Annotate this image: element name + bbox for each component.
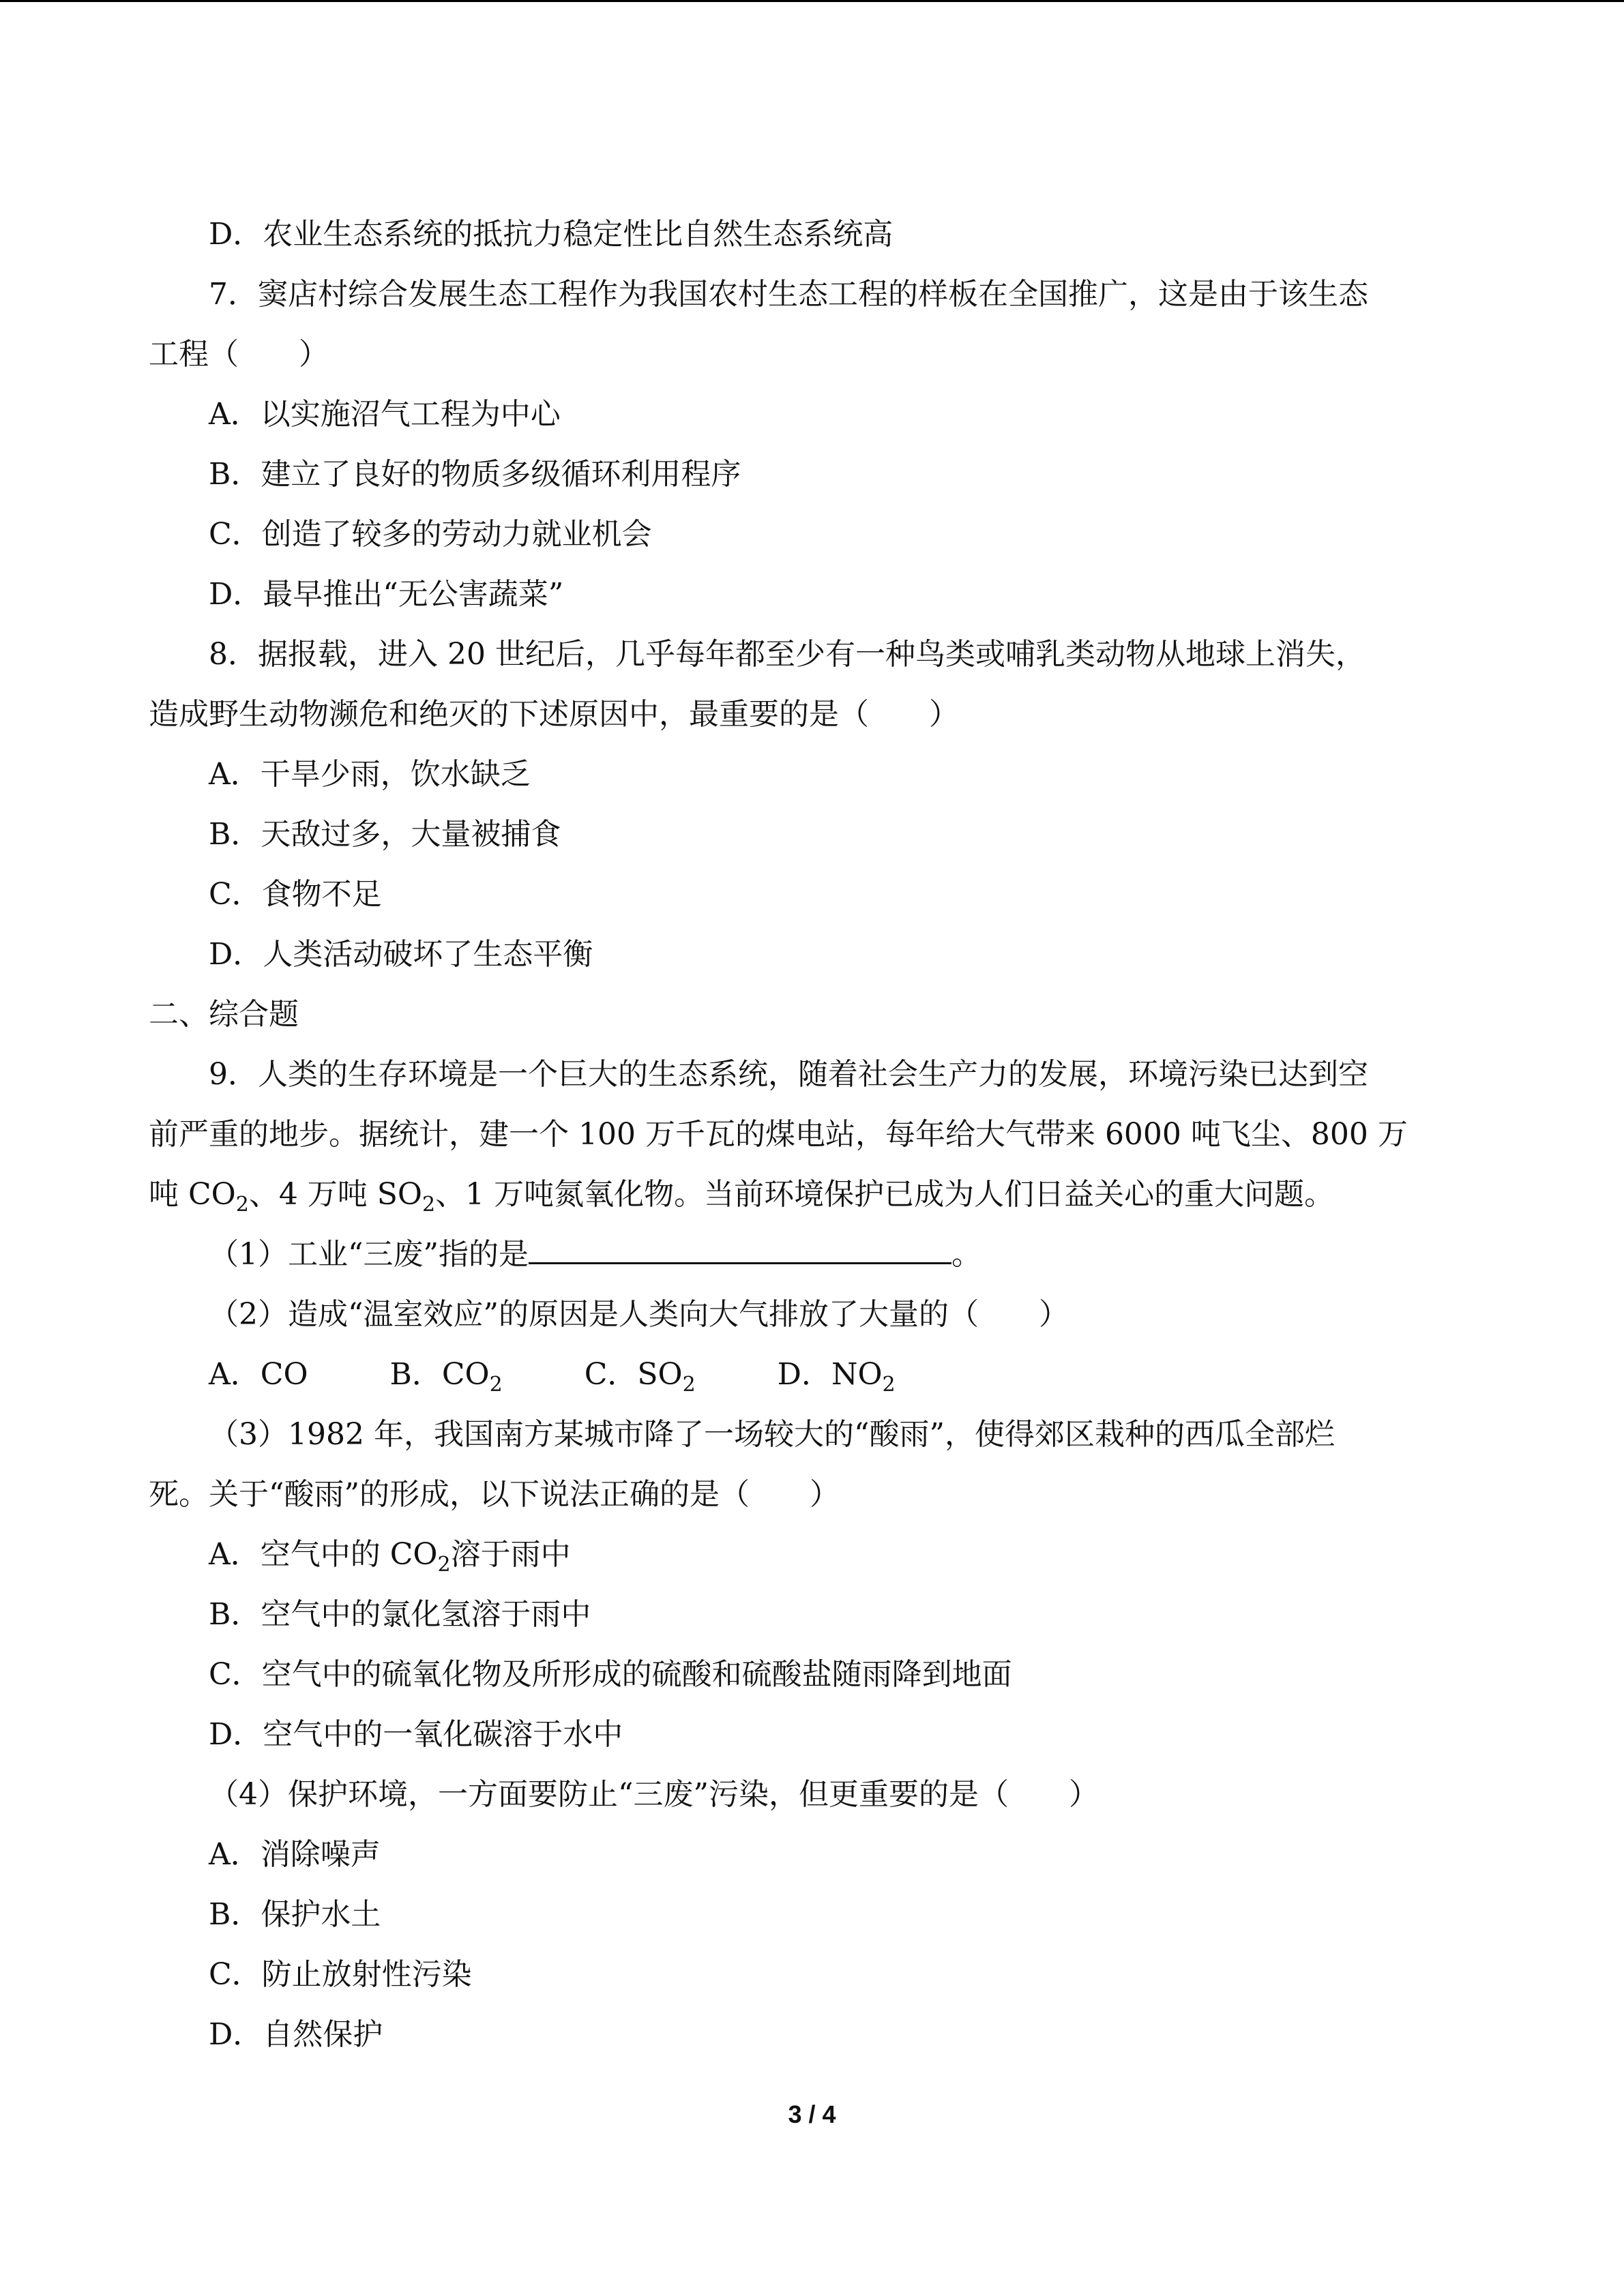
- option-label: B．CO: [389, 1357, 490, 1392]
- q7-option-c: C．创造了较多的劳动力就业机会: [209, 517, 652, 552]
- q9-part3-line1: （3）1982 年，我国南方某城市降了一场较大的“酸雨”，使得郊区栽种的西瓜全部烂: [209, 1417, 1335, 1452]
- subscript: 2: [437, 1553, 451, 1577]
- q9-stem-line1: 9．人类的生存环境是一个巨大的生态系统，随着社会生产力的发展，环境污染已达到空: [209, 1057, 1368, 1092]
- q9-part2-option-b: [390, 1345, 503, 1405]
- q8-option-b: B．天敌过多，大量被捕食: [209, 817, 561, 852]
- q8-stem-line1: 8．据报载，进入 20 世纪后，几乎每年都至少有一种鸟类或哺乳类动物从地球上消失，: [209, 637, 1365, 672]
- q9-part2-option-c: [585, 1345, 696, 1405]
- subscript: 2: [682, 1373, 696, 1397]
- q9-stem-line3-part-b: 、4 万吨 SO: [248, 1177, 423, 1212]
- q9-part4-option-a: A．消除噪声: [209, 1837, 381, 1872]
- option-label: A．空气中的 CO: [209, 1537, 438, 1572]
- section-heading: 二、综合题: [149, 997, 299, 1032]
- q7-stem-line2: 工程（ ）: [149, 337, 329, 372]
- q9-part2-stem: （2）造成“温室效应”的原因是人类向大气排放了大量的（ ）: [209, 1297, 1069, 1332]
- q7-option-b: B．建立了良好的物质多级循环利用程序: [209, 457, 741, 492]
- q9-stem-line3-part-c: 、1 万吨氮氧化物。当前环境保护已成为人们日益关心的重大问题。: [435, 1177, 1335, 1212]
- page-number: 3 / 4: [788, 2100, 836, 2128]
- option-label-suffix: 溶于雨中: [450, 1537, 571, 1572]
- q6-option-d: D．农业生态系统的抵抗力稳定性比自然生态系统高: [209, 217, 894, 252]
- q8-stem-line2: 造成野生动物濒危和绝灭的下述原因中，最重要的是（ ）: [149, 697, 959, 732]
- q9-part4-option-b: B．保护水土: [209, 1897, 381, 1932]
- q8-option-d: D．人类活动破坏了生态平衡: [209, 937, 593, 972]
- q9-part2-option-a: [209, 1345, 308, 1405]
- q7-option-d: D．最早推出“无公害蔬菜”: [209, 577, 564, 612]
- q9-stem-line3-part-a: 吨 CO: [149, 1177, 236, 1212]
- q9-part4-stem: （4）保护环境，一方面要防止“三废”污染，但更重要的是（ ）: [209, 1777, 1099, 1812]
- subscript: 2: [882, 1373, 896, 1397]
- q8-option-c: C．食物不足: [209, 877, 382, 912]
- q9-part3-option-c: C．空气中的硫氧化物及所形成的硫酸和硫酸盐随雨降到地面: [209, 1657, 1012, 1692]
- subscript: 2: [489, 1373, 503, 1397]
- q9-part1-text: （1）工业“三废”指的是: [209, 1237, 529, 1272]
- option-label: D．NO: [777, 1357, 883, 1392]
- subscript: 2: [422, 1193, 436, 1217]
- q7-option-a: A．以实施沼气工程为中心: [209, 397, 561, 432]
- q9-part4-option-d: D．自然保护: [209, 2017, 383, 2052]
- q9-part2-option-d: [778, 1345, 896, 1405]
- answer-blank[interactable]: [529, 1228, 951, 1264]
- q9-stem-line2: 前严重的地步。据统计，建一个 100 万千瓦的煤电站，每年给大气带来 6000 吨飞尘、800 万: [149, 1117, 1408, 1152]
- q9-part1: [149, 1225, 1479, 1285]
- page-top-border: [0, 0, 1624, 2]
- q9-part3-option-b: B．空气中的氯化氢溶于雨中: [209, 1597, 591, 1632]
- q9-stem-line3: [149, 1165, 1479, 1225]
- q7-stem-line1: 7．窦店村综合发展生态工程作为我国农村生态工程的样板在全国推广，这是由于该生态: [209, 277, 1368, 312]
- q9-part4-option-c: C．防止放射性污染: [209, 1957, 472, 1992]
- q9-part2-options: [149, 1345, 1479, 1405]
- subscript: 2: [235, 1193, 249, 1217]
- q9-part3-line2: 死。关于“酸雨”的形成，以下说法正确的是（ ）: [149, 1477, 840, 1512]
- q9-part3-option-a: [149, 1525, 1479, 1585]
- q9-part3-option-d: D．空气中的一氧化碳溶于水中: [209, 1717, 623, 1752]
- document-body: [149, 205, 1479, 2065]
- q9-part1-end: 。: [951, 1237, 981, 1272]
- option-label: C．SO: [584, 1357, 683, 1392]
- option-label: A．CO: [209, 1357, 308, 1392]
- q8-option-a: A．干旱少雨，饮水缺乏: [209, 757, 531, 792]
